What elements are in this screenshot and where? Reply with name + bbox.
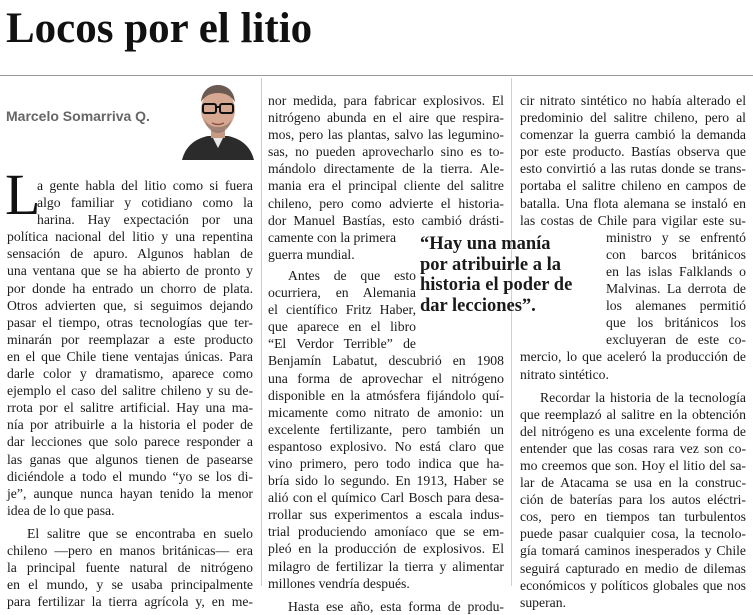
text-line: por este producto. Bastías observa que [520,144,746,160]
text-line: una forma de aprovechar el nitrógeno [268,370,504,386]
text-line: ción de baterías para los autos eléctri- [520,492,746,508]
text-line: esto convirtió a las rutas donde se trans- [520,161,746,177]
text-line: para fertilizar la tierra agrícola y, en me- [7,594,253,610]
text-line: que reemplazó al salitre en la obtención [520,406,746,422]
text-line: política nacional del litio y una repentina [7,229,253,245]
text-line: seguirá capturado en medio de dilemas [520,560,746,576]
text-line: ministro y se enfrentó [606,229,746,245]
text-line: que los británicos los [606,315,746,331]
text-line: nitrógeno abunda en el aire que respira- [268,110,504,126]
article-column-2 [268,92,504,615]
text-line: disponible en la atmósfera fijándolo quí- [268,387,504,403]
text-line: a gente habla del litio como si fuera [37,178,253,193]
text-line: lar de Atacama se usa en la construc- [520,475,746,491]
text-line: superan. [520,594,566,610]
text-line: minarán por reemplazar a este producto [7,331,253,347]
author-photo [180,78,256,160]
text-line: chileno, pero como advierte el historia- [268,195,504,211]
text-line: Antes de que esto [288,267,416,283]
text-line: milagro de fertilizar la tierra y alimentar [268,558,504,574]
text-line: millones vendría después. [268,575,410,591]
text-line: dor Manuel Bastías, esto cambió drásti- [268,212,504,228]
headline: Locos por el litio [6,5,313,52]
column-divider-2 [511,78,512,586]
text-line: nía por atribuirle a la historia el poder de [7,417,253,433]
column-divider-1 [261,78,262,586]
text-line: dar lecciones que solo parece responder a [7,434,253,450]
text-line: en el que Chile tiene ventajas únicas. Para [7,348,253,364]
text-line: batalla. Una flota alemana se instaló en [520,195,746,211]
text-line: por donde ha entrado un chorro de plata. [7,280,253,296]
text-line: “El Verdor Terrible” de [268,336,416,352]
text-line: en las islas Falklands o [606,263,746,279]
text-line: trial produciendo amoníaco que se em- [268,524,504,540]
text-line: gía tomará caminos inesperados y Chile [520,543,746,559]
text-line: Malvinas. La derrota de [606,281,746,297]
text-line: El salitre que se encontraba en suelo [27,525,253,541]
text-line: chileno —pero en manos británicas— era [7,542,253,558]
text-line: con barcos británicos [606,246,746,262]
text-line: bría sido lo segundo. En 1913, Haber se [268,473,504,489]
text-line: en el mundo, y se usaba principalmente [7,577,253,593]
text-line: mercio, lo que aceleró la producción de [520,349,746,365]
article-column-3 [520,92,746,611]
text-line: sensación de apuro. Algunos hablan de [7,246,253,262]
text-line: darle color y dramatismo, aparece como [7,366,253,382]
text-line: mo creemos que son. Hoy el litio del sa- [520,457,746,473]
text-line: los alemanes permitió [606,298,746,314]
text-line: entender que las cosas rara vez son co- [520,440,746,456]
text-line: el científico Fritz Haber, [268,302,416,318]
text-line: sas, no pueden aprovecharlo sino es to- [268,144,504,160]
text-line: puede pasar cualquier cosa, la tecnolo- [520,526,746,542]
text-line: predominio del salitre chileno, pero al [520,110,746,126]
text-line: las ganas que algunos tienen de pasearse [7,451,253,467]
text-line: rrollar sus experimentos a escala indus- [268,507,504,523]
drop-cap: L [5,162,41,227]
text-line: nitrato sintético. [520,366,609,382]
text-line: comenzar la guerra cambió la demanda [520,127,746,143]
text-line: cos, pero en tiempos tan turbulentos [520,509,746,525]
text-line: que aparece en el libro [268,319,416,335]
text-line: espantoso explosivo. No está claro que [268,438,504,454]
text-line: vino primero, pero todo indica que ha- [268,455,504,471]
article-column-1 [7,177,253,610]
text-line: cir nitrato sintético no había alterado el [520,93,746,108]
pull-quote-line: dar lecciones”. [420,295,536,316]
text-line: mania era el principal cliente del salitre [268,178,504,194]
text-line: camente con la primera [268,229,397,245]
text-line: pleó en la producción de explosivos. El [268,541,504,557]
text-line: ocurriera, en Alemania [268,285,416,301]
text-line: portaba el salitre chileno en campos de [520,178,746,194]
author-byline: Marcelo Somarriva Q. [6,108,150,124]
text-line: diciéndole a todo el mundo “yo se los di- [7,468,253,484]
text-line: idea de lo que pasa. [7,502,115,518]
text-line: Hasta ese año, esta forma de produ- [288,598,504,614]
text-line: rrota por el salitre artificial. Hay una ma- [7,400,253,416]
pull-quote-line: por atribuirle a la [420,254,561,275]
text-line: Otros advierten que, si seguimos dejando [7,297,253,313]
text-line: las costas de Chile para vigilar este su- [520,212,746,228]
text-line: mos, pero las plantas, salvo las legumino- [268,127,504,143]
text-line: económicos y políticos globales que nos [520,577,746,593]
text-line: mándolo directamente de la tierra. Ale- [268,161,504,177]
text-line: nor medida, para fabricar explosivos. El [268,93,504,108]
text-line: la principal fuente natural de nitrógeno [7,560,253,576]
text-line: harina. Hay expectación por una [37,212,253,228]
text-line: alió con el químico Carl Bosch para desa- [268,490,504,506]
text-line: excluyeran de este co- [606,332,746,348]
text-line: Benjamín Labatut, descubrió en 1908 [268,353,504,369]
text-line: del nitrógeno es una excelente forma de [520,423,746,439]
pull-quote-line: historia el poder de [420,275,573,295]
text-line: excelente fertilizante, pero también un [268,421,504,437]
headline-rule [0,75,753,76]
text-line: algo familiar y cotidiano como la [37,195,253,211]
text-line: je”, aunque nunca hayan tenido la menor [7,485,253,501]
text-line: ejemplo el caso del salitre chileno y su de- [7,383,253,399]
text-line: guerra mundial. [268,246,355,262]
text-line: una ventana que se ha abierto de pronto y [7,263,253,279]
pull-quote-line: “Hay una manía [420,234,551,254]
text-line: Recordar la historia de la tecnología [540,389,746,405]
text-line: pasar el tiempo, otras tecnologías que ter- [7,314,253,330]
text-line: micamente como nitrato de amonio: un [268,404,504,420]
